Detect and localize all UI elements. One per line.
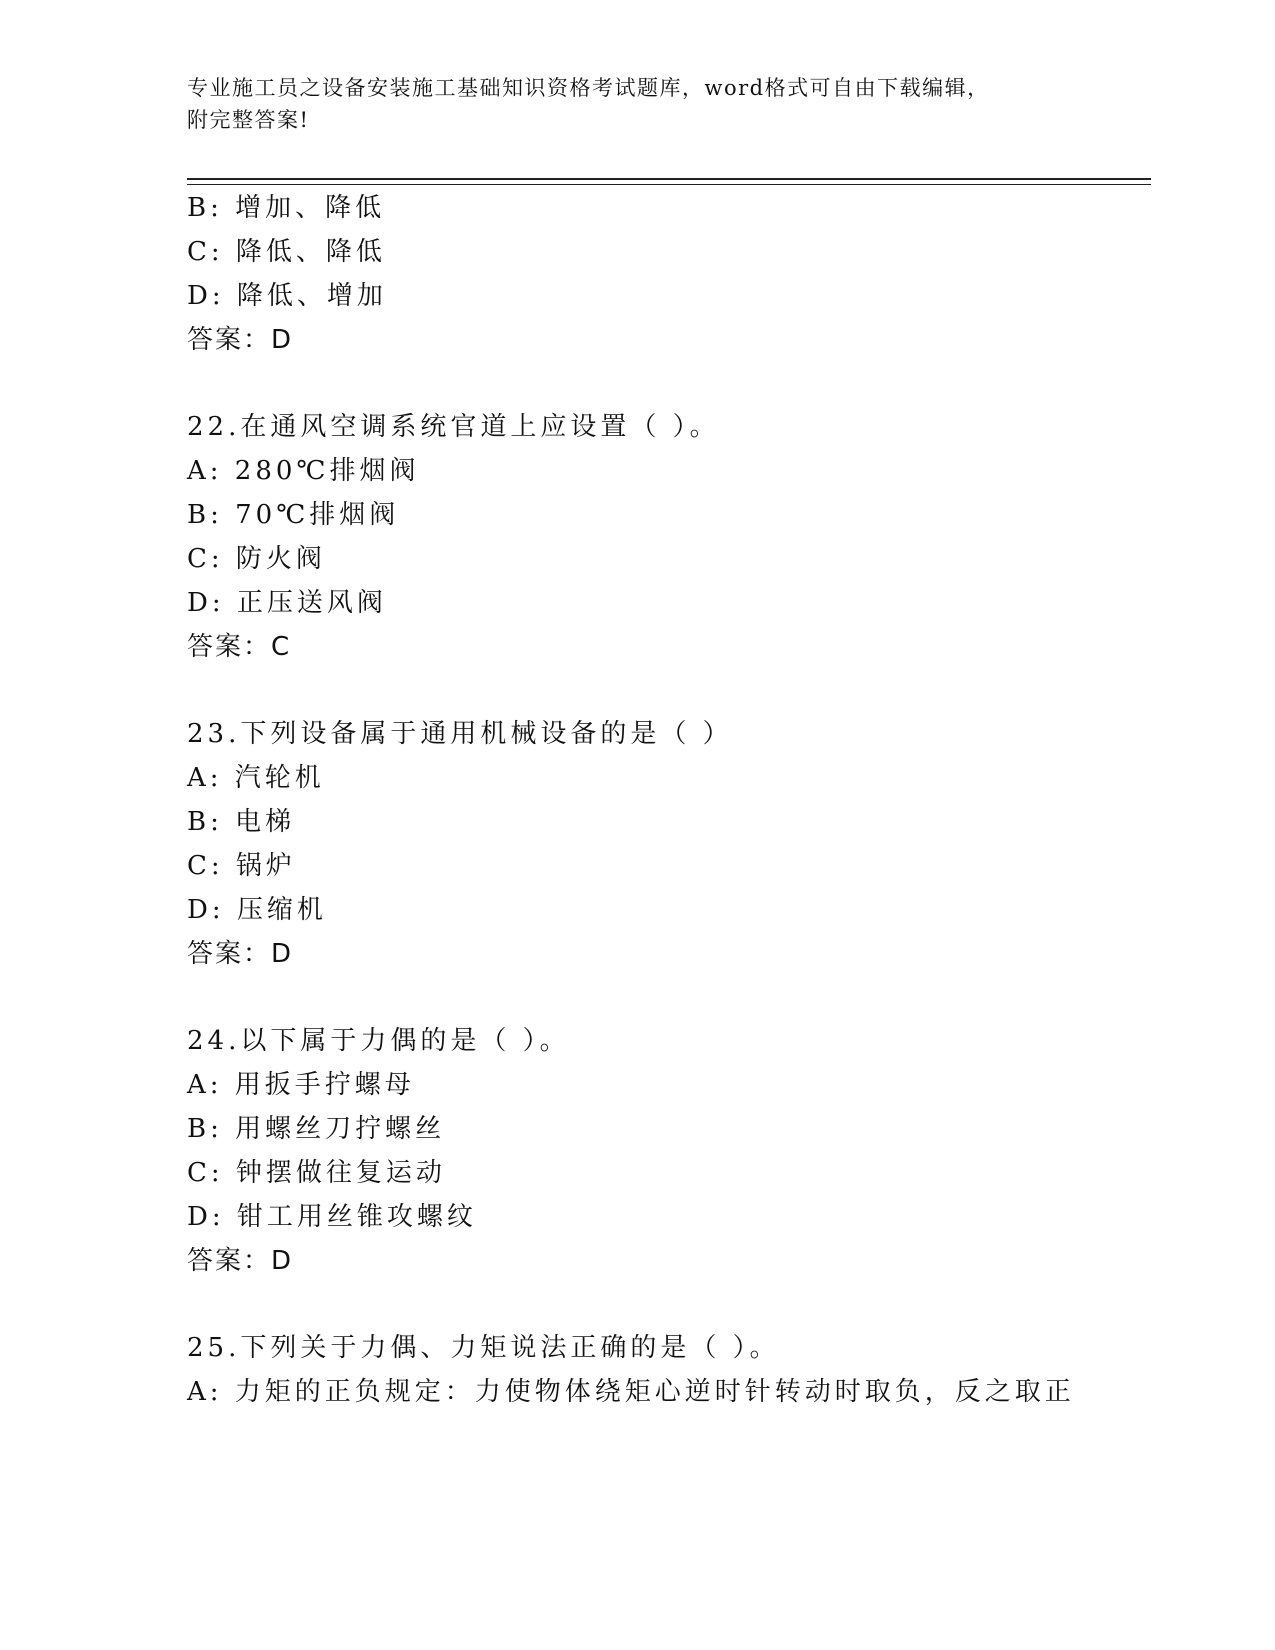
q24-option-c: C: 钟摆做往复运动 [187,1158,446,1188]
q22-option-b: B: 70℃排烟阀 [187,500,400,530]
q24-stem: 24.以下属于力偶的是（ ）。 [187,1026,570,1056]
header-title-line-1: 专业施工员之设备安装施工基础知识资格考试题库，word格式可自由下载编辑， [187,76,990,100]
q24-option-a: A: 用扳手拧螺母 [187,1070,415,1100]
q21-option-c: C: 降低、降低 [187,237,386,267]
q22-stem: 22.在通风空调系统官道上应设置（ ）。 [187,412,720,442]
q23-answer: 答案：D [187,939,294,969]
q21-option-b: B: 增加、降低 [187,193,386,223]
q23-option-b: B: 电梯 [187,807,296,837]
q23-option-a: A: 汽轮机 [187,763,325,793]
header-title-line-2: 附完整答案! [187,108,310,132]
q24-option-d: D: 钳工用丝锥攻螺纹 [187,1202,477,1232]
q23-stem: 23.下列设备属于通用机械设备的是（ ） [187,719,733,749]
q24-answer: 答案：D [187,1246,294,1276]
q25-stem: 25.下列关于力偶、力矩说法正确的是（ ）。 [187,1333,780,1363]
document-header [187,72,1067,136]
q23-option-c: C: 锅炉 [187,851,296,881]
q21-answer: 答案：D [187,325,294,355]
q22-answer: 答案：C [187,632,292,662]
q23-option-d: D: 压缩机 [187,895,327,925]
q22-option-c: C: 防火阀 [187,544,326,574]
q24-option-b: B: 用螺丝刀拧螺丝 [187,1114,446,1144]
q22-option-a: A: 280℃排烟阀 [187,456,420,486]
q22-option-d: D: 正压送风阀 [187,588,387,618]
header-divider-thick [187,178,1151,180]
header-divider-thin [187,184,1151,185]
q21-option-d: D: 降低、增加 [187,281,387,311]
q25-option-a: A: 力矩的正负规定：力使物体绕矩心逆时针转动时取负，反之取正 [187,1377,1075,1407]
